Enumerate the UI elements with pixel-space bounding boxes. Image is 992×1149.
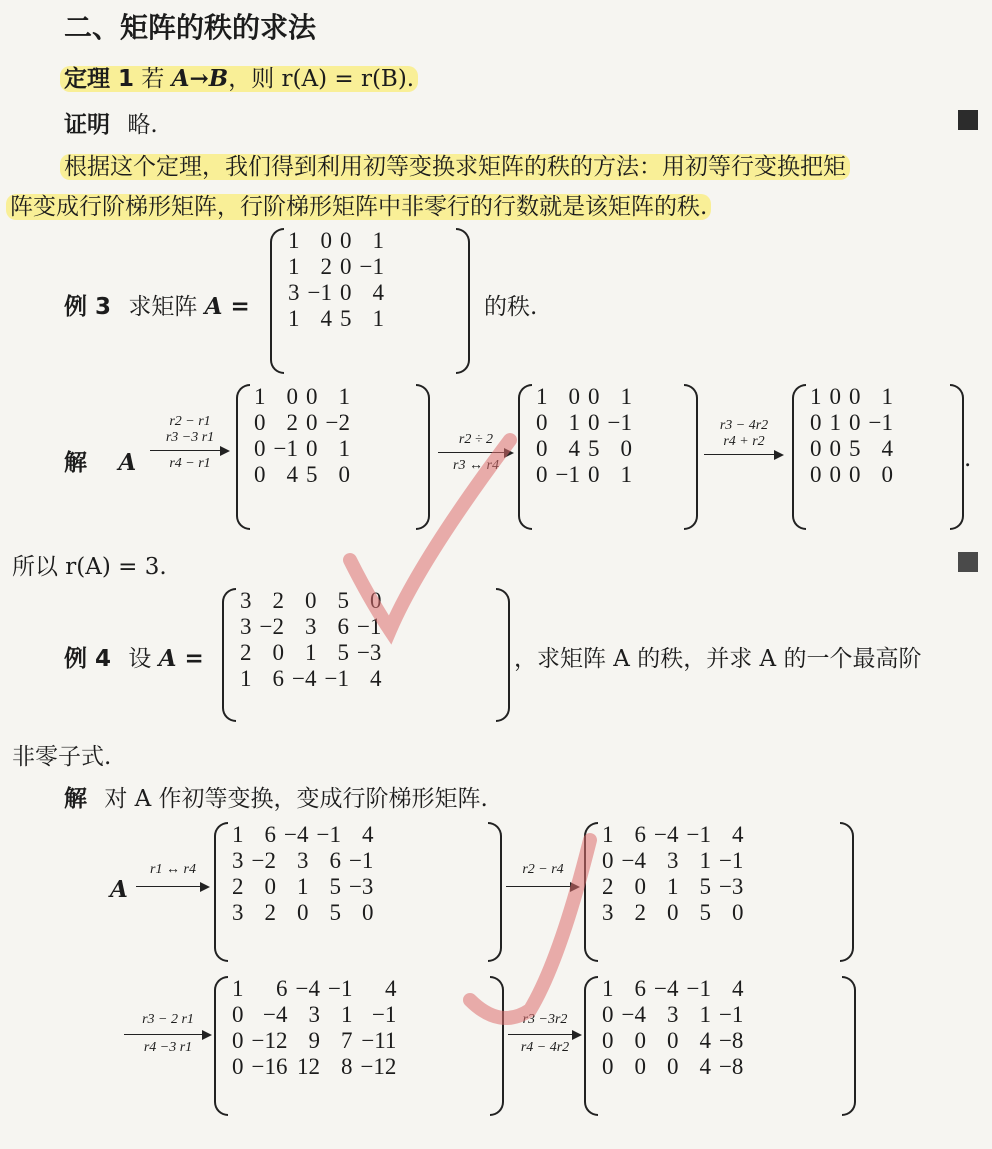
matrix-cell: 0 — [338, 462, 350, 487]
matrix-cell: 6 — [272, 666, 284, 691]
matrix-cell: −8 — [718, 1028, 744, 1053]
op-label: r1 ↔ r4 — [150, 862, 196, 877]
matrix-cell: 3 — [288, 280, 300, 305]
matrix-cell: 0 — [339, 280, 352, 305]
matrix-cell: 1 — [536, 384, 548, 409]
matrix-cell: 0 — [536, 436, 548, 461]
matrix-cell: 0 — [296, 900, 309, 925]
matrix-cell: −16 — [251, 1054, 288, 1079]
matrix-cell: −4 — [295, 976, 320, 1001]
matrix-cell: 1 — [372, 306, 384, 331]
method-line-2 — [6, 188, 711, 221]
matrix-cell: 0 — [602, 1054, 614, 1079]
matrix-cell: 0 — [634, 1028, 646, 1053]
example4-matrix — [222, 588, 510, 722]
matrix-cell: −1 — [686, 976, 711, 1001]
matrix-cell: −3 — [718, 874, 744, 899]
matrix-cell: 2 — [232, 874, 244, 899]
matrix-cell: 0 — [810, 436, 822, 461]
matrix-cell: 0 — [305, 410, 318, 435]
matrix-cell: 0 — [829, 436, 841, 461]
matrix-cell: 1 — [810, 384, 822, 409]
matrix-cell: 0 — [849, 410, 861, 435]
matrix-cell: −1 — [356, 614, 382, 639]
matrix-cell: 0 — [829, 462, 841, 487]
matrix-cell: 0 — [666, 1028, 679, 1053]
matrix-cell: 1 — [304, 640, 317, 665]
matrix-cell: 0 — [666, 1054, 679, 1079]
matrix-cell: 6 — [634, 976, 646, 1001]
op-label: r2 ÷ 2 — [458, 432, 494, 447]
example4-var: A = — [158, 645, 204, 672]
matrix-cell: −1 — [273, 436, 298, 461]
matrix-cell: 0 — [568, 384, 580, 409]
matrix-cell: 0 — [254, 436, 266, 461]
matrix-cell: 1 — [232, 822, 244, 847]
matrix-cell: 2 — [320, 254, 332, 279]
theorem-line — [60, 60, 418, 93]
matrix-cell: 0 — [634, 1054, 646, 1079]
solution3-conclusion: 所以 r(A) = 3. — [12, 554, 167, 580]
matrix-cell: −4 — [291, 666, 317, 691]
matrix-cell: 6 — [275, 976, 288, 1001]
matrix-cell: 0 — [339, 228, 352, 253]
method-text-1: 根据这个定理，我们得到利用初等变换求矩阵的秩的方法：用初等行变换把矩 — [60, 154, 850, 180]
matrix-cell: 5 — [329, 900, 341, 925]
matrix-cell: −1 — [359, 254, 384, 279]
matrix-cell: 0 — [810, 462, 822, 487]
matrix-cell: −8 — [718, 1054, 744, 1079]
matrix-cell: 0 — [731, 900, 744, 925]
matrix-cell: 1 — [881, 384, 893, 409]
matrix-cell: 0 — [339, 254, 352, 279]
matrix-cell: 0 — [587, 410, 600, 435]
matrix-cell: −4 — [263, 1002, 288, 1027]
op-label: r3 − 2 r1 — [142, 1012, 194, 1027]
solution3-label-line — [64, 444, 136, 477]
example3-var: A = — [204, 293, 250, 320]
matrix-cell: 9 — [308, 1028, 320, 1053]
matrix-cell: 6 — [337, 614, 349, 639]
matrix-cell: −4 — [653, 822, 679, 847]
qed-mark-2 — [958, 552, 978, 572]
solution3-arrow-3 — [704, 416, 784, 476]
matrix-cell: 0 — [587, 462, 600, 487]
matrix-cell: −12 — [360, 1054, 397, 1079]
method-text-2: 阵变成行阶梯形矩阵，行阶梯形矩阵中非零行的行数就是该矩阵的秩. — [6, 194, 711, 220]
matrix-cell: 0 — [587, 384, 600, 409]
matrix-cell: −3 — [348, 874, 374, 899]
proof-line — [64, 106, 158, 139]
matrix-cell: 3 — [240, 588, 252, 613]
matrix-cell: 3 — [666, 1002, 679, 1027]
matrix-cell: 6 — [634, 822, 646, 847]
matrix-cell: 0 — [264, 874, 276, 899]
matrix-cell: 0 — [810, 410, 822, 435]
matrix-cell: 2 — [272, 588, 284, 613]
matrix-cell: −1 — [371, 1002, 397, 1027]
theorem-highlight — [60, 66, 418, 92]
solution3-matrix-2 — [518, 384, 698, 530]
matrix-cell: 5 — [337, 640, 349, 665]
solution3-matrix-1 — [236, 384, 430, 530]
solution4-arrow-4 — [508, 1010, 582, 1070]
matrix-cell: 2 — [602, 874, 614, 899]
solution4-matrix-3 — [214, 976, 504, 1116]
matrix-cell: 1 — [296, 874, 309, 899]
matrix-cell: 4 — [699, 1054, 711, 1079]
matrix-cell: 4 — [699, 1028, 711, 1053]
theorem-statement: A→B — [171, 65, 229, 92]
example3-prefix: 求矩阵 — [128, 294, 198, 320]
matrix-cell: −1 — [607, 410, 632, 435]
matrix-cell: 1 — [254, 384, 266, 409]
matrix-cell: 1 — [288, 254, 300, 279]
matrix-cell: 7 — [340, 1028, 353, 1053]
proof-text: 略. — [127, 112, 158, 138]
matrix-cell: 4 — [286, 462, 298, 487]
matrix-cell: 1 — [288, 228, 300, 253]
matrix-cell: 1 — [699, 848, 711, 873]
matrix-cell: 0 — [305, 436, 318, 461]
matrix-cell: 5 — [305, 462, 318, 487]
matrix-cell: 12 — [296, 1054, 320, 1079]
matrix-cell: 6 — [264, 822, 276, 847]
matrix-cell: 3 — [240, 614, 252, 639]
matrix-cell: 4 — [731, 822, 744, 847]
matrix-cell: 4 — [731, 976, 744, 1001]
theorem-prefix: 若 — [141, 66, 165, 92]
matrix-cell: −4 — [653, 976, 679, 1001]
matrix-cell: −1 — [868, 410, 893, 435]
matrix-cell: 0 — [666, 900, 679, 925]
matrix-cell: −1 — [324, 666, 349, 691]
op-label: r4 + r2 — [723, 434, 765, 449]
matrix-cell: 0 — [602, 1002, 614, 1027]
matrix-cell: 3 — [232, 848, 244, 873]
matrix-cell: 4 — [372, 280, 384, 305]
matrix-cell: 1 — [829, 410, 841, 435]
matrix-cell: −2 — [251, 848, 276, 873]
solution3-label: 解 — [64, 450, 87, 476]
solution4-line — [64, 780, 488, 813]
matrix-cell: 1 — [240, 666, 252, 691]
matrix-cell: −1 — [718, 1002, 744, 1027]
matrix-cell: 4 — [881, 436, 893, 461]
matrix-cell: 0 — [232, 1002, 244, 1027]
matrix-cell: 5 — [329, 874, 341, 899]
matrix-cell: 4 — [568, 436, 580, 461]
matrix-cell: 1 — [568, 410, 580, 435]
matrix-cell: 5 — [699, 900, 711, 925]
op-label: r4 −3 r1 — [143, 1040, 193, 1055]
op-label: r3 ↔ r4 — [453, 458, 499, 473]
solution4-matrix-4 — [584, 976, 856, 1116]
matrix-cell: −1 — [555, 462, 580, 487]
matrix-cell: 1 — [602, 822, 614, 847]
matrix-cell: 1 — [620, 384, 632, 409]
matrix-cell: 4 — [320, 306, 332, 331]
matrix-cell: 0 — [254, 462, 266, 487]
example4-continuation: 非零子式. — [12, 744, 112, 770]
matrix-cell: 0 — [232, 1028, 244, 1053]
matrix-cell: −12 — [251, 1028, 288, 1053]
solution3-period: . — [964, 446, 972, 472]
matrix-cell: −1 — [686, 822, 711, 847]
matrix-cell: 5 — [587, 436, 600, 461]
op-label: r3 − 4r2 — [719, 418, 769, 433]
solution3-matrix-3 — [792, 384, 964, 530]
solution4-text: 对 A 作初等变换，变成行阶梯形矩阵. — [104, 786, 488, 812]
matrix-cell: −4 — [621, 1002, 646, 1027]
matrix-cell: 2 — [286, 410, 298, 435]
solution3-var: A — [118, 449, 137, 476]
matrix-cell: 0 — [849, 384, 861, 409]
section-title: 二、矩阵的秩的求法 — [64, 11, 317, 44]
matrix-cell: 0 — [232, 1054, 244, 1079]
matrix-cell: 4 — [384, 976, 397, 1001]
matrix-cell: 1 — [338, 384, 350, 409]
matrix-cell: 0 — [361, 900, 374, 925]
op-label: r4 − r1 — [169, 456, 211, 471]
matrix-cell: 3 — [602, 900, 614, 925]
matrix-cell: 0 — [272, 640, 284, 665]
matrix-cell: 5 — [339, 306, 352, 331]
matrix-cell: −1 — [718, 848, 744, 873]
example3-label: 例 3 — [64, 294, 112, 320]
solution4-var: A — [110, 876, 128, 903]
matrix-cell: 4 — [369, 666, 382, 691]
matrix-cell: 8 — [340, 1054, 353, 1079]
example3-matrix — [270, 228, 470, 374]
matrix-cell: 4 — [361, 822, 374, 847]
matrix-cell: 0 — [320, 228, 332, 253]
matrix-cell: −11 — [361, 1028, 397, 1053]
matrix-cell: −1 — [307, 280, 332, 305]
matrix-cell: 3 — [296, 848, 309, 873]
matrix-cell: 0 — [369, 588, 382, 613]
matrix-cell: 0 — [620, 436, 632, 461]
matrix-cell: −1 — [327, 976, 353, 1001]
matrix-cell: 0 — [536, 410, 548, 435]
theorem-conclusion: r(A) = r(B). — [281, 66, 415, 92]
op-label: r3 −3r2 — [522, 1012, 568, 1027]
matrix-cell: 5 — [337, 588, 349, 613]
solution4-label: 解 — [64, 786, 87, 812]
method-line-1 — [60, 148, 850, 181]
solution4-arrow-2 — [506, 858, 580, 898]
matrix-cell: 5 — [699, 874, 711, 899]
matrix-cell: 5 — [849, 436, 861, 461]
matrix-cell: 0 — [602, 848, 614, 873]
matrix-cell: 0 — [829, 384, 841, 409]
matrix-cell: 2 — [634, 900, 646, 925]
matrix-cell: 1 — [372, 228, 384, 253]
matrix-cell: −4 — [621, 848, 646, 873]
matrix-cell: −1 — [316, 822, 341, 847]
matrix-cell: 1 — [699, 1002, 711, 1027]
matrix-cell: 1 — [602, 976, 614, 1001]
matrix-cell: 3 — [308, 1002, 320, 1027]
matrix-cell: −3 — [356, 640, 382, 665]
op-label: r2 − r4 — [522, 862, 564, 877]
solution3-arrow-1 — [150, 412, 230, 482]
op-label: r3 −3 r1 — [165, 430, 215, 445]
matrix-cell: 0 — [305, 384, 318, 409]
matrix-cell: 1 — [288, 306, 300, 331]
example4-prefix: 设 — [128, 646, 152, 672]
example4-label: 例 4 — [64, 646, 112, 672]
op-label: r4 − 4r2 — [520, 1040, 570, 1055]
matrix-cell: 0 — [286, 384, 298, 409]
matrix-cell: 0 — [634, 874, 646, 899]
qed-mark — [958, 110, 978, 130]
matrix-cell: 0 — [304, 588, 317, 613]
solution3-arrow-2 — [438, 428, 514, 488]
matrix-cell: 1 — [666, 874, 679, 899]
matrix-cell: 6 — [329, 848, 341, 873]
matrix-cell: −1 — [348, 848, 374, 873]
solution4-arrow-3 — [124, 1010, 212, 1070]
matrix-cell: −2 — [259, 614, 284, 639]
matrix-cell: −2 — [325, 410, 350, 435]
matrix-cell: 1 — [232, 976, 244, 1001]
example3-suffix: 的秩. — [484, 294, 538, 320]
matrix-cell: 2 — [240, 640, 252, 665]
example4-suffix: ，求矩阵 A 的秩，并求 A 的一个最高阶 — [514, 646, 922, 672]
op-label: r2 − r1 — [169, 414, 211, 429]
proof-label: 证明 — [64, 112, 110, 138]
solution4-matrix-1 — [214, 822, 502, 962]
matrix-cell: 1 — [620, 462, 632, 487]
matrix-cell: 0 — [881, 462, 893, 487]
matrix-cell: 0 — [602, 1028, 614, 1053]
example4-label-line — [64, 640, 204, 673]
theorem-mid: ，则 — [228, 66, 275, 92]
matrix-cell: 0 — [254, 410, 266, 435]
matrix-cell: 3 — [232, 900, 244, 925]
matrix-cell: 0 — [849, 462, 861, 487]
matrix-cell: 3 — [666, 848, 679, 873]
solution4-matrix-2 — [584, 822, 854, 962]
matrix-cell: 3 — [304, 614, 317, 639]
matrix-cell: −4 — [283, 822, 309, 847]
theorem-label: 定理 1 — [64, 66, 135, 92]
example3-label-line — [64, 288, 250, 321]
solution4-arrow-1 — [136, 858, 210, 898]
matrix-cell: 0 — [536, 462, 548, 487]
matrix-cell: 1 — [338, 436, 350, 461]
matrix-cell: 1 — [340, 1002, 353, 1027]
matrix-cell: 2 — [264, 900, 276, 925]
